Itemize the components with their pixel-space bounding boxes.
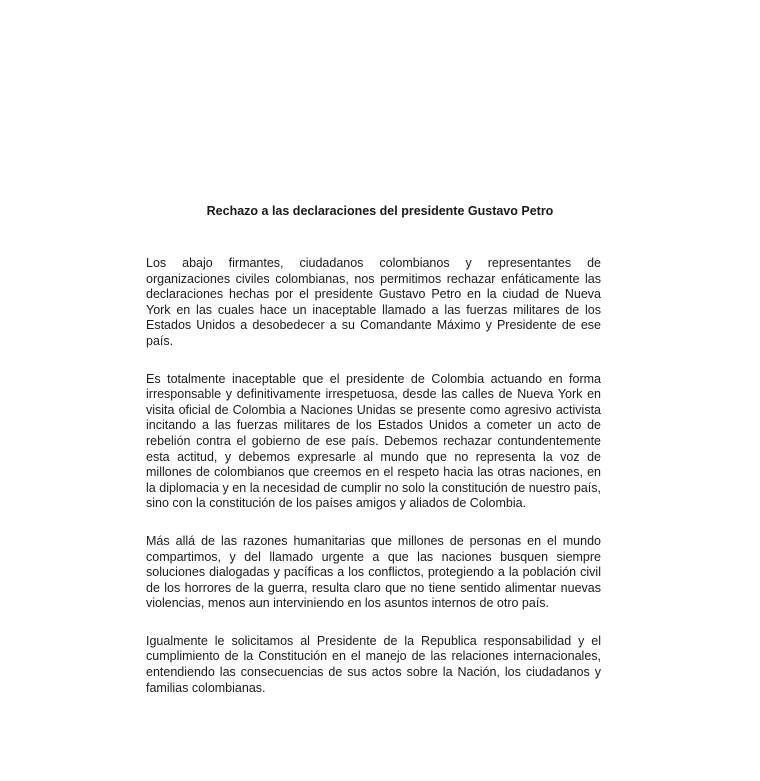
paragraph-3: Más allá de las razones humanitarias que millones de personas en el mundo compartimos, y del llamado urgente a que las naciones busquen siempre soluciones dialogadas y pacíficas a los conflictos, protegiendo a la población civil de los horrores de la guerra, resulta claro que no tiene sentido alimentar nuevas violencias, menos aun interviniendo en los asuntos internos de otro país. bbox=[146, 533, 601, 611]
paragraph-1: Los abajo firmantes, ciudadanos colombianos y representantes de organizaciones civiles colombianas, nos permitimos rechazar enfáticamente las declaraciones hechas por el presidente Gustavo Petro en la ciudad de Nueva York en las cuales hace un inaceptable llamado a las fuerzas militares de los Estados Unidos a desobedecer a su Comandante Máximo y Presidente de ese país. bbox=[146, 256, 601, 348]
document-body bbox=[146, 256, 601, 718]
paragraph-4: Igualmente le solicitamos al Presidente de la Republica responsabilidad y el cumplimiento de la Constitución en el manejo de las relaciones internacionales, entendiendo las consecuencias de sus actos sobre la Nación, los ciudadanos y familias colombianas. bbox=[146, 633, 601, 695]
document-title: Rechazo a las declaraciones del presidente Gustavo Petro bbox=[206, 204, 554, 218]
paragraph-2: Es totalmente inaceptable que el presidente de Colombia actuando en forma irresponsable y definitivamente irrespetuosa, desde las calles de Nueva York en visita oficial de Colombia a Naciones Unidas se presente como agresivo activista incitando a las fuerzas militares de los Estados Unidos a cometer un acto de rebelión contra el gobierno de ese país. Debemos rechazar contundentemente esta actitud, y debemos expresarle al mundo que no representa la voz de millones de colombianos que creemos en el respeto hacia las otras naciones, en la diplomacia y en la necesidad de cumplir no solo la constitución de nuestro país, sino con la constitución de los países amigos y aliados de Colombia. bbox=[146, 371, 601, 511]
